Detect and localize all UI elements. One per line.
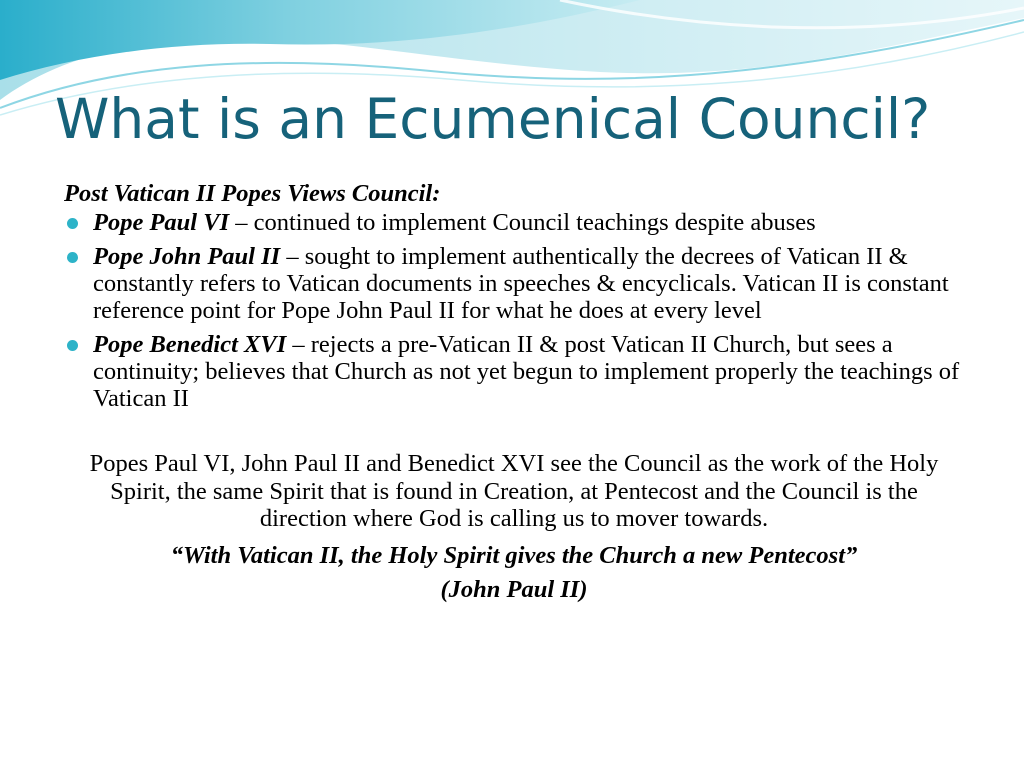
bullet-dot-icon (67, 252, 78, 263)
quote-block (64, 539, 964, 607)
quote-attribution: (John Paul II) (440, 575, 588, 603)
pope-name: Pope Benedict XVI (93, 331, 287, 358)
slide-title: What is an Ecumenical Council? (55, 87, 931, 151)
bullet-dot-icon (67, 218, 78, 229)
bullet-dot-icon (67, 340, 78, 351)
list-item (64, 243, 964, 324)
subheading: Post Vatican II Popes Views Council: (64, 180, 441, 207)
bullet-text: – rejects a pre-Vatican II & post Vatican II Church, but sees a continuity; believes that Church as not yet begun to implement properly the teachings of Vatican II (93, 331, 960, 412)
bullet-text: – continued to implement Council teachings despite abuses (229, 209, 816, 236)
summary-paragraph: Popes Paul VI, John Paul II and Benedict XVI see the Council as the work of the Holy Spirit, the same Spirit that is found in Creation, at Pentecost and the Council is the direction where God is calling us to mover towards. (89, 450, 939, 532)
slide-body (64, 180, 964, 607)
quote-text: “With Vatican II, the Holy Spirit gives the Church a new Pentecost” (170, 541, 858, 569)
bullet-list (64, 209, 964, 412)
list-item (64, 209, 964, 236)
pope-name: Pope Paul VI (93, 209, 230, 236)
pope-name: Pope John Paul II (93, 243, 281, 270)
bullet-text: – sought to implement authentically the decrees of Vatican II & constantly refers to Vatican documents in speeches & encyclicals. Vatican II is constant reference point for Pope John Paul II for what he does at every level (93, 243, 949, 324)
list-item (64, 331, 964, 412)
